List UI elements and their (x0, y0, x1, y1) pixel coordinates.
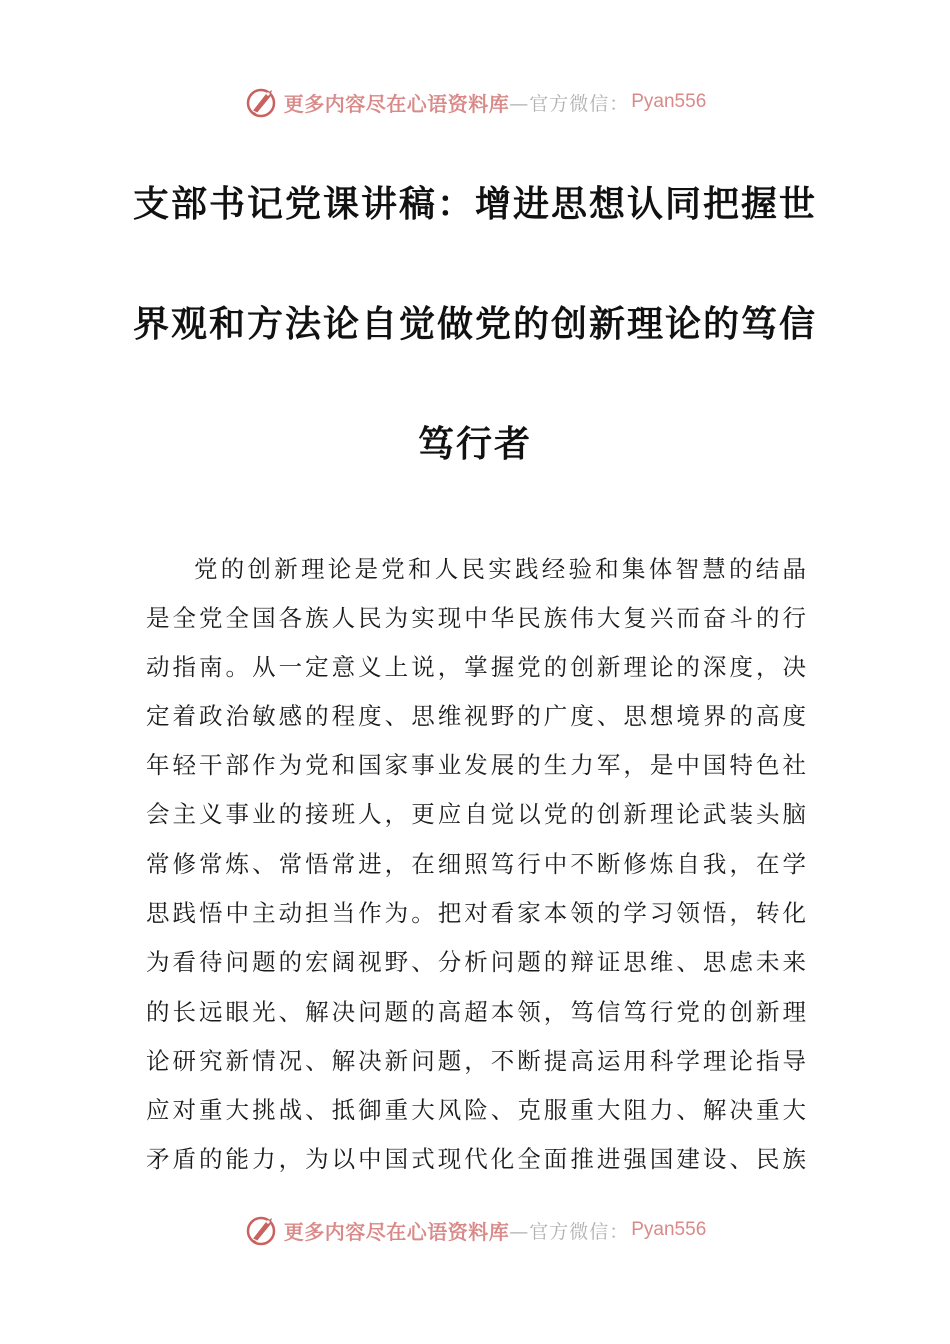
watermark-wechat-id: Pyan556 (631, 1219, 707, 1240)
body-line: 定着政治敏感的程度、思维视野的广度、思想境界的高度 (146, 702, 806, 730)
watermark-footer (0, 1210, 950, 1250)
body-line: 常修常炼、常悟常进，在细照笃行中不断修炼自我，在学 (146, 850, 806, 878)
pen-nib-logo-icon (244, 84, 280, 120)
body-line: 年轻干部作为党和国家事业发展的生力军，是中国特色社 (146, 751, 806, 779)
body-line: 思践悟中主动担当作为。把对看家本领的学习领悟，转化 (146, 899, 806, 927)
body-line: 为看待问题的宏阔视野、分析问题的辩证思维、思虑未来 (146, 948, 806, 976)
body-line: 矛盾的能力，为以中国式现代化全面推进强国建设、民族 (146, 1145, 806, 1173)
watermark-header (0, 82, 950, 122)
watermark-brand-text: 更多内容尽在心语资料库 (283, 1219, 510, 1244)
watermark-wechat-id: Pyan556 (631, 91, 707, 112)
body-line: 会主义事业的接班人，更应自觉以党的创新理论武装头脑 (146, 800, 806, 828)
watermark-separator-text: —官方微信： (509, 92, 630, 115)
body-line: 动指南。从一定意义上说，掌握党的创新理论的深度，决 (146, 653, 806, 681)
body-line: 是全党全国各族人民为实现中华民族伟大复兴而奋斗的行 (146, 604, 806, 632)
pen-nib-logo-icon (244, 1212, 280, 1248)
body-line: 党的创新理论是党和人民实践经验和集体智慧的结晶 (194, 555, 806, 583)
document-title-line-1: 支部书记党课讲稿：增进思想认同把握世 (132, 184, 817, 225)
document-title-line-3: 笃行者 (417, 424, 532, 465)
body-line: 论研究新情况、解决新问题，不断提高运用科学理论指导 (146, 1047, 806, 1075)
document-title-line-2: 界观和方法论自觉做党的创新理论的笃信 (132, 304, 817, 345)
body-line: 的长远眼光、解决问题的高超本领，笃信笃行党的创新理 (146, 998, 806, 1026)
watermark-separator-text: —官方微信： (509, 1220, 630, 1243)
body-line: 应对重大挑战、抵御重大风险、克服重大阻力、解决重大 (146, 1096, 806, 1124)
watermark-brand-text: 更多内容尽在心语资料库 (283, 91, 510, 116)
